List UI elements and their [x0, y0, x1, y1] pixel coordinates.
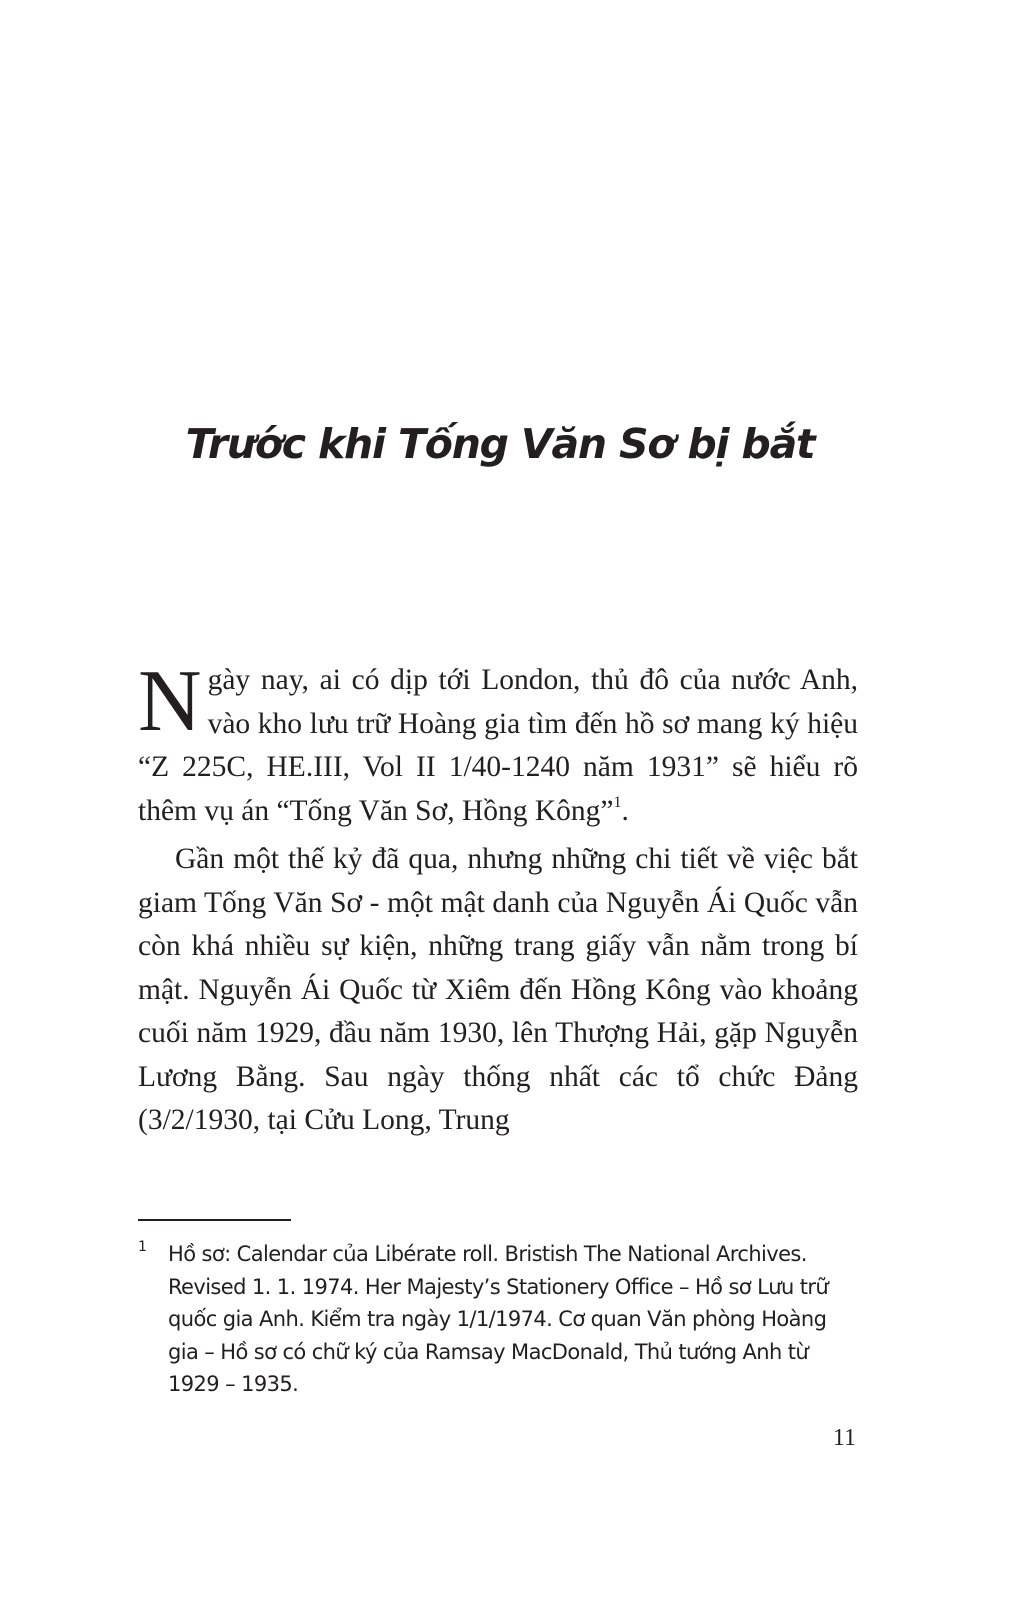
chapter-title: Trước khi Tống Văn Sơ bị bắt — [185, 420, 815, 468]
paragraph-2: Gần một thế kỷ đã qua, nhưng những chi tiết về việc bắt giam Tống Văn Sơ - một mật danh của Nguyễn Ái Quốc vẫn còn khá nhiều sự kiện, những trang giấy vẫn nằm trong bí mật. Nguyễn Ái Quốc từ Xiêm đến Hồng Kông vào khoảng cuối năm 1929, đầu năm 1930, lên Thượng Hải, gặp Nguyễn Lương Bằng. Sau ngày thống nhất các tổ chức Đảng (3/2/1930, tại Cửu Long, Trung — [138, 843, 858, 1136]
footnote-marker: 1 — [138, 1239, 147, 1255]
paragraph-1-text: gày nay, ai có dịp tới London, thủ đô của nước Anh, vào kho lưu trữ Hoàng gia tìm đến hồ sơ mang ký hiệu “Z 225C, HE.III, Vol II 1/40-1240 năm 1931” sẽ hiểu rõ thêm vụ án “Tống Văn Sơ, Hồng Kông” — [138, 664, 858, 827]
footnote-divider — [138, 1219, 291, 1221]
body-text — [138, 653, 858, 1143]
footnote-text: Hồ sơ: Calendar của Libérate roll. Bristish The National Archives. Revised 1. 1. 1974. Her Majesty’s Stationery Office – Hồ sơ Lưu trữ quốc gia Anh. Kiểm tra ngày 1/1/1974. Cơ quan Văn phòng Hoàng gia – Hồ sơ có chữ ký của Ramsay MacDonald, Thủ tướng Anh từ 1929 – 1935. — [168, 1242, 829, 1396]
page-number: 11 — [832, 1425, 856, 1451]
paragraph-1 — [138, 653, 858, 833]
footnote — [138, 1238, 858, 1401]
paragraph-1-end: . — [621, 794, 629, 827]
footnote-reference[interactable]: 1 — [613, 793, 622, 811]
drop-cap: N — [138, 653, 202, 750]
